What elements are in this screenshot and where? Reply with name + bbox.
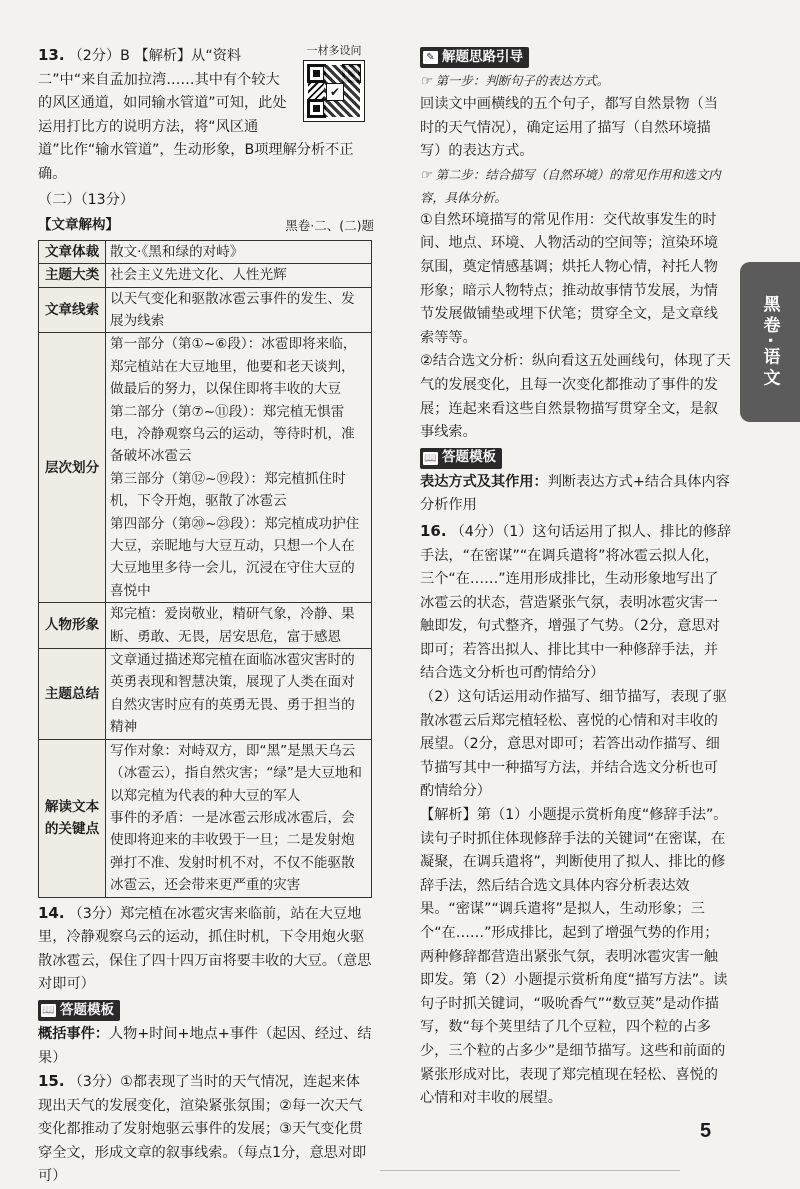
question-13-text: （2分）B 【解析】从“资料二”中“来自孟加拉湾……其中有个较大的风区通道，如同输水管道”可知，此处运用打比方的说明方法，将“风区通道”比作“输水管道”，生动形象，B项理解分析不正确。 [38,48,354,182]
left-column [38,44,374,1189]
section-label: （二）（13分） [38,191,135,208]
answer-template-tag [38,1000,120,1021]
note-icon: ✎ [423,51,438,64]
question-number: 14. [38,903,65,922]
row-key: 主题大类 [39,264,106,287]
row-value [106,333,372,603]
row-key: 人物形象 [39,603,106,649]
row-value: 散文·《黑和绿的对峙》 [106,240,372,263]
question-16-text: （4分）（1）这句话运用了拟人、排比的修辞手法，“在密谋”“在调兵遣将”将冰雹云拟人化，三个“在……”连用形成排比，生动形象地写出了冰雹云的状态，营造紧张气氛，表明冰雹灾害一触即发，句式整齐，增强了气势。（2分，意思对即可；若答出拟人、排比其中一种修辞手法，并结合选文分析也可酌情给分） [420,523,732,682]
answer-template [420,471,732,518]
tag-label: 答题模板 [442,449,496,466]
guide-tag [420,47,529,68]
side-tab-label: 黑卷·语文 [759,294,780,390]
table-row [39,649,372,740]
check-icon: ✔ [326,83,344,101]
tag-label: 解题思路引导 [442,48,523,65]
right-column [420,44,732,1111]
pointing-hand-icon: ☞ [420,167,432,183]
step-1 [420,70,732,93]
qr-pattern [308,83,324,99]
template-text: 判断表达方式+结合具体内容分析作用 [420,473,730,514]
row-key: 文章线索 [39,287,106,333]
template-label: 表达方式及其作用： [420,473,548,490]
question-16-part2: （2）这句话运用动作描写、细节描写，表现了驱散冰雹云后郑完植轻松、喜悦的心情和对丰收的展望。（2分，意思对即可；若答出动作描写、细节描写其中一种描写方法，并结合选文分析也可酌情给分） [420,689,727,800]
answer-template [38,1023,374,1070]
question-14-text: （3分）郑完植在冰雹灾害来临前，站在大豆地里，冷静观察乌云的运动，抓住时机，下令用炮火驱散冰雹云，保住了四十四万亩将要丰收的大豆。（意思对即可） [38,905,372,993]
table-header [38,214,374,238]
step-1-text: 回读文中画横线的五个句子，都写自然景物（当时的天气情况），确定运用了描写（自然环境描写）的表达方式。 [420,96,718,160]
divider [380,1170,680,1171]
row-key: 解读文本的关键点 [39,739,106,897]
part-line: 第一部分（第①~⑥段）：冰雹即将来临，郑完植站在大豆地里，他要和老天谈判，做最后的努力，以保住即将丰收的大豆 [110,336,357,398]
qr-code[interactable] [303,60,365,122]
row-key: 层次划分 [39,333,106,603]
table-row [39,264,372,287]
table-row [39,333,372,603]
step-2-label: 第二步：结合描写（自然环境）的常见作用和选文内容，具体分析。 [420,166,721,205]
question-16 [420,520,732,686]
row-key: 文章体裁 [39,240,106,263]
qr-caption: 一材多设问 [306,44,362,57]
step-1-label: 第一步：判断句子的表达方式。 [435,73,610,88]
qr-block[interactable] [294,44,374,122]
book-icon: 📖 [424,452,437,464]
row-value [106,739,372,897]
question-15-text: （3分）①都表现了当时的天气情况，连起来体现出天气的发展变化，渲染紧张氛围；②每一次天气变化都推动了发射炮驱云事件的发展；③天气变化贯穿全文，形成文章的叙事线索。（每点1分，意思对即可） [38,1074,367,1185]
part-line: 第四部分（第⑳~㉓段）：郑完植成功护住大豆，亲昵地与大豆互动，只想一个人在大豆地里多待一会儿，沉浸在守住大豆的喜悦中 [110,515,360,599]
question-16-analysis: 【解析】第（1）小题提示赏析角度“修辞手法”。读句子时抓住体现修辞手法的关键词“在密谋，在凝聚，在调兵遣将”，判断使用了拟人、排比的修辞手法，然后结合选文具体内容分析表达效果。“密谋”“调兵遣将”是拟人，生动形象；三个“在……”形成排比，起到了增强气势的作用；两种修辞都营造出紧张气氛，表明冰雹灾害一触即发。第（2）小题提示赏析角度“描写方法”。读句子时抓关键词，“吸吮香气”“数豆荚”是动作描写，数“每个荚里结了几个豆粒，四个粒的占多少，三个粒的占多少”是细节描写。这些和前面的紧张形成对比，表现了郑完植现在轻松、喜悦的心情和对丰收的展望。 [420,807,728,1107]
table-row [39,603,372,649]
tag-label: 答题模板 [60,1001,114,1018]
table-row [39,287,372,333]
key-point-line: 写作对象：对峙双方，即“黑”是黑天乌云（冰雹云），指自然灾害；“绿”是大豆地和以郑完植为代表的种大豆的军人 [110,742,362,804]
step-2-text: ②结合选文分析：纵向看这五处画线句，体现了天气的发展变化，且每一次变化都推动了事件的发展；连起来看这些自然景物描写贯穿全文，是叙事线索。 [420,353,731,441]
row-value: 以天气变化和驱散冰雹云事件的发生、发展为线索 [106,287,372,333]
part-line: 第二部分（第⑦~⑪段）：郑完植无惧雷电，冷静观察乌云的运动，等待时机，准备破坏冰雹云 [110,403,355,465]
row-key: 主题总结 [39,649,106,740]
page-number: 5 [700,1120,712,1142]
part-line: 第三部分（第⑫~⑲段）：郑完植抓住时机，下令开炮，驱散了冰雹云 [110,470,346,510]
table-row [39,739,372,897]
row-value: 文章通过描述郑完植在面临冰雹灾害时的英勇表现和智慧决策，展现了人类在面对自然灾害时应有的英勇无畏、勇于担当的精神 [106,649,372,740]
row-value: 郑完植：爱岗敬业，精研气象，冷静、果断、勇敢、无畏，居安思危，富于感恩 [106,603,372,649]
step-2-text: ①自然环境描写的常见作用：交代故事发生的时间、地点、环境、人物活动的空间等；渲染环境氛围，奠定情感基调；烘托人物心情，衬托人物形象；暗示人物特点；推动故事情节发展，为情节发展做铺垫或埋下伏笔；贯穿全文，是文章线索等等。 [420,211,718,346]
question-number: 13. [38,46,65,64]
structure-table [38,240,372,898]
question-15 [38,1070,374,1189]
row-value: 社会主义先进文化、人性光辉 [106,264,372,287]
question-number: 16. [420,521,447,540]
table-source: 黑卷·二、(二)题 [285,218,374,234]
template-text: 人物+时间+地点+事件（起因、经过、结果） [38,1025,372,1066]
subject-side-tab [740,262,800,422]
pointing-hand-icon: ☞ [420,74,432,89]
table-title: 【文章解构】 [38,217,119,234]
template-label: 概括事件： [38,1025,109,1042]
question-14 [38,902,374,997]
answer-template-tag [420,448,502,469]
book-icon: 📖 [42,1004,55,1016]
question-number: 15. [38,1072,65,1091]
step-2 [420,164,732,209]
table-row [39,240,372,263]
key-point-line: 事件的矛盾：一是冰雹云形成冰雹后，会使即将迎来的丰收毁于一旦；二是发射炮弹打不准、发射时机不对，不仅不能驱散冰雹云，还会带来更严重的灾害 [110,809,355,894]
